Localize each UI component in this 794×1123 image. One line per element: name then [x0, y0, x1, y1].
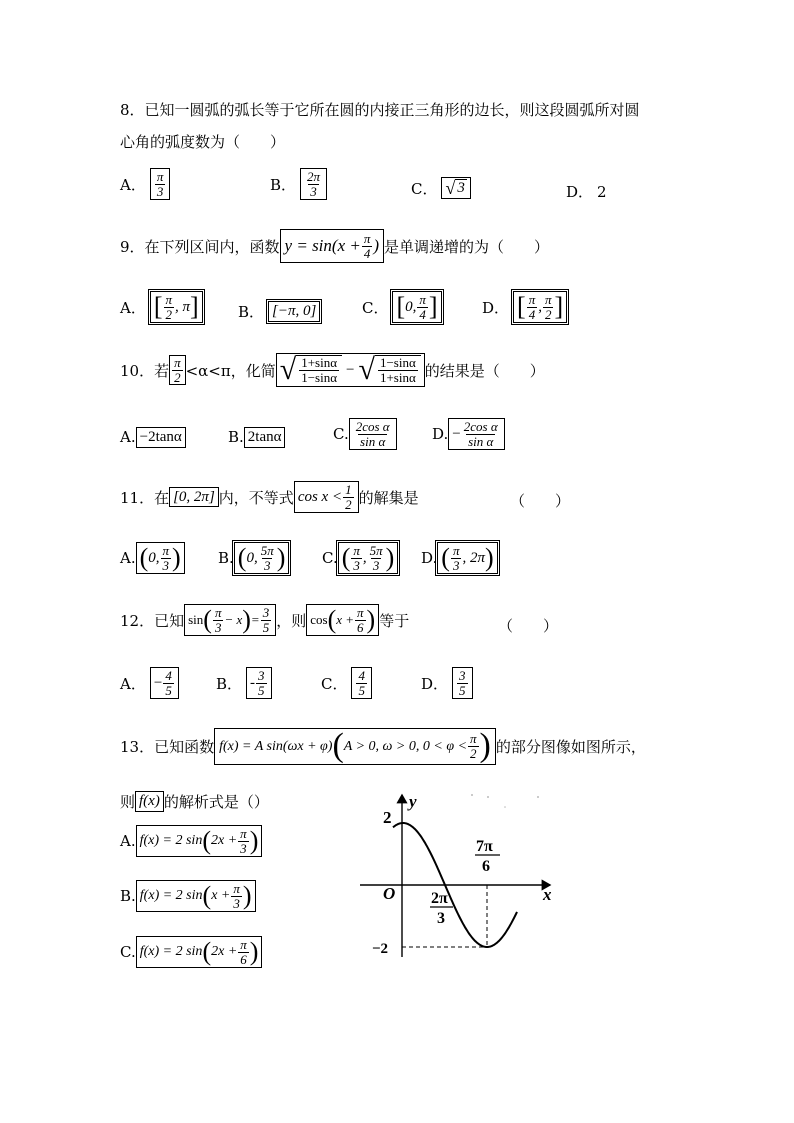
q13-option-b-formula: f(x) = 2 sin ( x + $\frac{\pi}{3}$ ) — [136, 880, 256, 912]
q9-option-c[interactable]: C． [ 0, $\frac{\pi}{4}$ ] — [362, 291, 442, 323]
q8-stem-line-2: 心角的弧度数为（ ） — [120, 133, 286, 151]
q10-option-c-formula: $\frac{\text{2cos α}}{\text{sin α}}$ — [349, 418, 397, 450]
q8-option-a[interactable]: A． $\frac{\pi}{3}$ — [120, 168, 170, 200]
q10-option-c[interactable]: C. $\frac{\text{2cos α}}{\text{sin α}}$ — [333, 418, 397, 450]
svg-text:6: 6 — [482, 858, 490, 875]
svg-text:2π: 2π — [431, 890, 448, 907]
q12-option-c[interactable]: C． $\frac{4}{5}$ — [321, 667, 372, 699]
q10-option-a-formula: −2tanα — [136, 427, 186, 448]
q9-option-b-formula: [−π, 0] — [268, 301, 320, 322]
q10-option-b[interactable]: B. 2tanα — [228, 427, 285, 448]
q13-option-a[interactable]: A. f(x) = 2 sin ( 2x + $\frac{\pi}{3}$ ) — [120, 825, 262, 857]
q12-option-a[interactable]: A． − $\frac{4}{5}$ — [120, 667, 179, 699]
q13-function-definition: f(x) = A sin(ωx + φ) ( A > 0, ω > 0, 0 < φ < $\frac{\pi}{2}$ ) — [214, 728, 496, 765]
q12-target-expression: cos ( x + $\frac{\pi}{6}$ ) — [306, 604, 379, 636]
q8-option-d[interactable]: D． 2 — [566, 182, 607, 201]
q12-option-b-formula: - $\frac{3}{5}$ — [246, 667, 272, 699]
q12-option-d-formula: $\frac{3}{5}$ — [452, 667, 473, 699]
q8-option-b[interactable]: B． $\frac{2\pi}{3}$ — [270, 168, 327, 200]
q9-option-d[interactable]: D． [ $\frac{\pi}{4}$ , $\frac{\pi}{2}$ ] — [482, 291, 567, 323]
q12-stem: 12．已知 sin ( $\frac{\pi}{3}$ − x ) = $\frac{3}{5}$ ，则 cos ( x + $\frac{\pi}{6}$ ) 等于 — [120, 605, 410, 635]
svg-text:3: 3 — [437, 910, 445, 927]
x-axis-label: x — [543, 885, 552, 904]
y-axis-label: y — [409, 792, 417, 811]
q11-answer-paren: （ ） — [510, 492, 571, 510]
q8-option-c-formula: √ 3 — [441, 177, 470, 199]
q9-option-a-formula: [ $\frac{\pi}{2}$ , π ] — [150, 291, 203, 323]
q11-option-d-formula: ( $\frac{\pi}{3}$ , 2π ) — [437, 542, 497, 574]
q10-option-d-formula: − $\frac{\text{2cos α}}{\text{sin α}}$ — [448, 418, 504, 450]
q9-option-a[interactable]: A． [ $\frac{\pi}{2}$ , π ] — [120, 291, 203, 323]
q11-option-b[interactable]: B. ( 0, $\frac{5\pi}{3}$ ) — [218, 542, 289, 574]
q12-option-c-formula: $\frac{4}{5}$ — [351, 667, 372, 699]
max-label: 2 — [383, 808, 392, 827]
q11-inequality: cos x < $\frac{1}{2}$ — [294, 481, 359, 513]
q11-option-c[interactable]: C. ( $\frac{\pi}{3}$ , $\frac{5\pi}{3}$ ) — [322, 542, 398, 574]
q8-stem-line-1: 8．已知一圆弧的弧长等于它所在圆的内接正三角形的边长，则这段圆弧所对圆 — [120, 101, 640, 119]
q9-stem: 9．在下列区间内，函数 y = sin(x + $\frac{\pi}{4}$ ) 是单调递增的为（ ） — [120, 229, 549, 263]
q9-function-formula: y = sin(x + $\frac{\pi}{4}$ ) — [280, 229, 384, 263]
q13-stem: 13．已知函数 f(x) = A sin(ωx + φ) ( A > 0, ω > 0, 0 < φ < $\frac{\pi}{2}$ ) 的部分图像如图所示， — [120, 727, 646, 764]
q13-line-2: 则 f(x) 的解析式是（） — [120, 793, 269, 811]
q12-given-equation: sin ( $\frac{\pi}{3}$ − x ) = $\frac{3}{5}$ — [184, 604, 276, 636]
q10-option-a[interactable]: A. −2tanα — [120, 427, 186, 448]
svg-text:7π: 7π — [476, 838, 493, 855]
q9-option-d-formula: [ $\frac{\pi}{4}$ , $\frac{\pi}{2}$ ] — [513, 291, 567, 323]
q11-option-c-formula: ( $\frac{\pi}{3}$ , $\frac{5\pi}{3}$ ) — [338, 542, 399, 574]
q13-option-c-formula: f(x) = 2 sin ( 2x + $\frac{\pi}{6}$ ) — [136, 936, 263, 968]
q10-expression-formula: √ $\frac{1+\sin\alpha}{1-\sin\alpha}$ − √ $\frac{1-\sin\alpha}{1+\sin\alpha}$ — [276, 353, 425, 387]
origin-label: O — [383, 884, 396, 903]
q11-interval: [0, 2π] — [169, 487, 219, 508]
q11-option-d[interactable]: D. ( $\frac{\pi}{3}$ , 2π ) — [421, 542, 498, 574]
q12-option-d[interactable]: D． $\frac{3}{5}$ — [421, 667, 473, 699]
q10-stem: 10．若 $\frac{\pi}{2}$ <α<π，化简 √ $\frac{1+\sin\alpha}{1-\sin\alpha}$ − √ $\frac{1-\sin\alpha}{1+\sin\alpha}$ 的结果是（ ） — [120, 353, 545, 386]
q11-option-a[interactable]: A. ( 0, $\frac{\pi}{3}$ ) — [120, 542, 185, 574]
q8-option-a-formula: $\frac{\pi}{3}$ — [150, 168, 171, 200]
q11-option-a-formula: ( 0, $\frac{\pi}{3}$ ) — [136, 542, 185, 574]
q11-option-b-formula: ( 0, $\frac{5\pi}{3}$ ) — [234, 542, 290, 574]
header-dots — [471, 794, 539, 808]
min-label: −2 — [372, 941, 389, 957]
q10-condition-fraction: $\frac{\pi}{2}$ — [169, 355, 186, 385]
q13-fx-label: f(x) — [135, 791, 164, 812]
q11-stem: 11．在 [0, 2π] 内，不等式 cos x < $\frac{1}{2}$ 的解集是 — [120, 482, 419, 512]
q8-option-b-formula: $\frac{2\pi}{3}$ — [300, 168, 327, 200]
q8-option-d-value: 2 — [597, 182, 607, 201]
q13-option-a-formula: f(x) = 2 sin ( 2x + $\frac{\pi}{3}$ ) — [136, 825, 263, 857]
q10-option-d[interactable]: D. − $\frac{\text{2cos α}}{\text{sin α}}$ — [432, 418, 505, 450]
q12-answer-paren: （ ） — [498, 617, 559, 635]
q13-function-graph — [355, 785, 565, 960]
q13-option-b[interactable]: B. f(x) = 2 sin ( x + $\frac{\pi}{3}$ ) — [120, 880, 256, 912]
q9-option-b[interactable]: B． [−π, 0] — [238, 301, 320, 322]
q8-option-c[interactable]: C． √ 3 — [411, 177, 471, 199]
q10-option-b-formula: 2tanα — [244, 427, 286, 448]
min-x-tick-label — [475, 838, 500, 875]
q9-option-c-formula: [ 0, $\frac{\pi}{4}$ ] — [392, 291, 441, 323]
q12-option-a-formula: − $\frac{4}{5}$ — [150, 667, 179, 699]
q12-option-b[interactable]: B． - $\frac{3}{5}$ — [216, 667, 272, 699]
q13-option-c[interactable]: C. f(x) = 2 sin ( 2x + $\frac{\pi}{6}$ ) — [120, 936, 262, 968]
